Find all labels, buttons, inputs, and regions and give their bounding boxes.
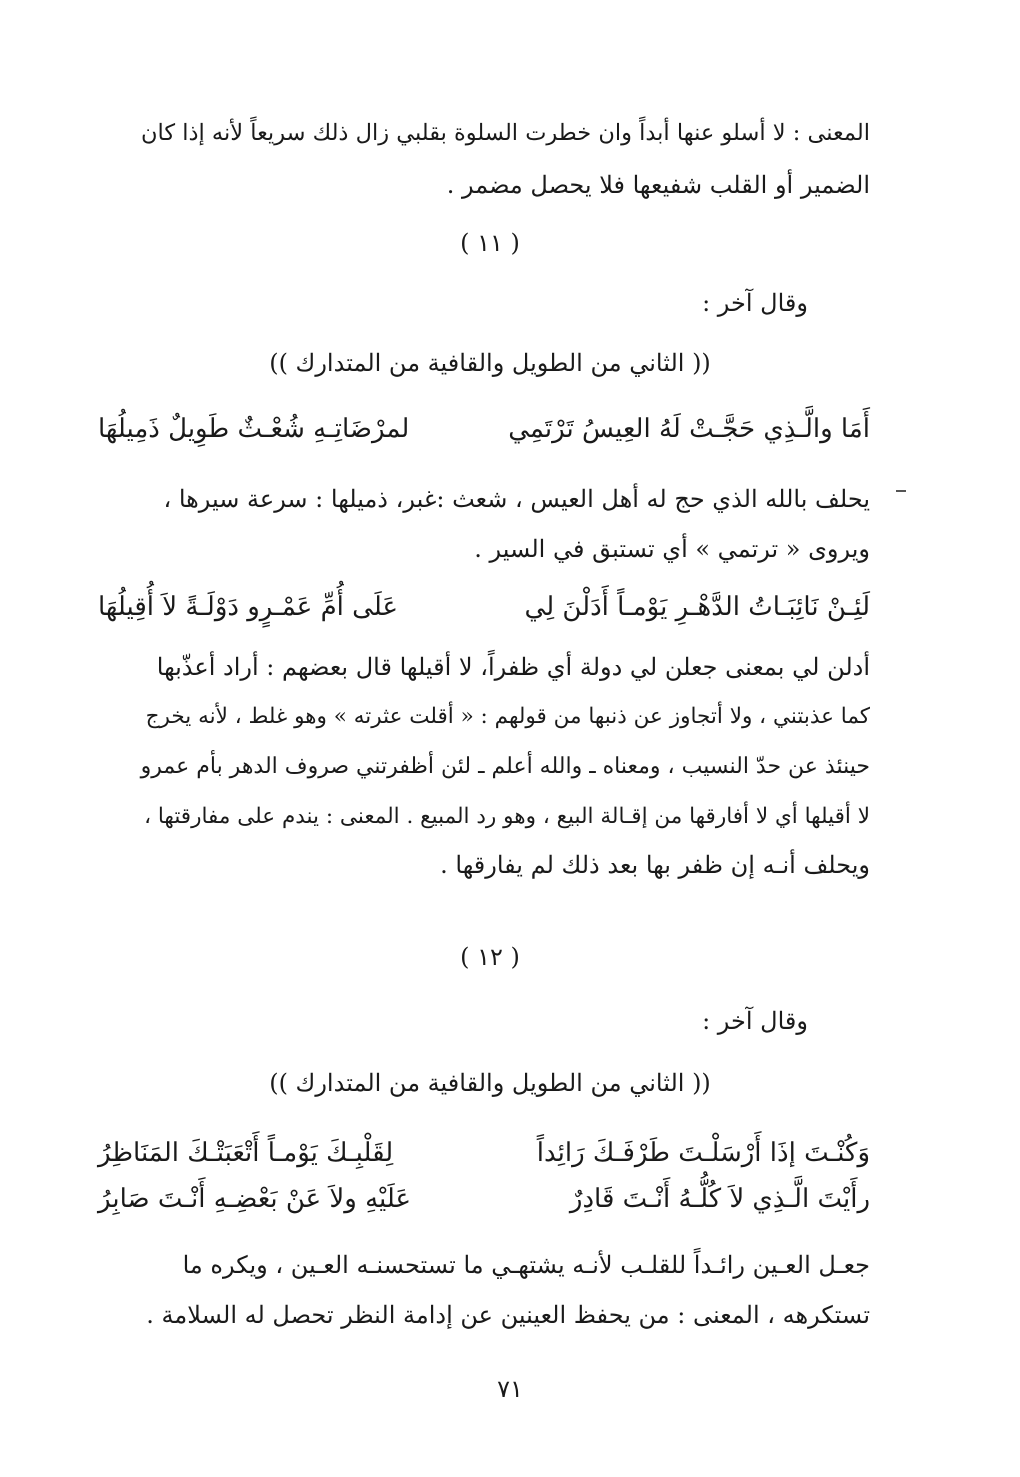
poet-intro: وقال آخر : [702, 1007, 808, 1035]
verse-second-hemistich: لمرْضَاتِـهِ شُعْـثٌ طَوِيلٌ ذَمِيلُهَا [98, 414, 410, 444]
verse-second-hemistich: عَلَيْهِ ولاَ عَنْ بَعْضِـهِ أَنْـتَ صَابِرُ [98, 1184, 411, 1214]
commentary-line: الضمير أو القلب شفيعها فلا يحصل مضمر . [446, 171, 870, 199]
page-number: ٧١ [497, 1375, 523, 1403]
commentary-line: يحلف بالله الذي حج له أهل العيس ، شعث :غبر، ذميلها : سرعة سيرها ، [163, 485, 870, 513]
meter-note: (( الثاني من الطويل والقافية من المتدارك )) [269, 349, 711, 377]
section-number: ( ١١ ) [460, 229, 520, 257]
verse-line [98, 1136, 870, 1170]
commentary-line: لا أقيلها أي لا أفارقها من إقـالة البيع ، وهو رد المبيع . المعنى : يندم على مفارقتها ، [144, 804, 870, 829]
verse-second-hemistich: لِقَلْبِـكَ يَوْمـاً أَتْعَبَتْـكَ المَنَاظِرُ [98, 1138, 394, 1168]
margin-mark [896, 490, 906, 492]
meter-note: (( الثاني من الطويل والقافية من المتدارك )) [269, 1069, 711, 1097]
commentary-line: ويروى « ترتمي » أي تستبق في السير . [474, 535, 870, 563]
section-number: ( ١٢ ) [460, 943, 520, 971]
verse-first-hemistich: لَئِـنْ نَائِبَـاتُ الدَّهْـرِ يَوْمـاً أَدَلْنَ لِي [524, 592, 870, 622]
poet-intro: وقال آخر : [702, 289, 808, 317]
verse-line [98, 590, 870, 624]
verse-line [98, 1182, 870, 1216]
commentary-line: أدلن لي بمعنى جعلن لي دولة أي ظفراً، لا أقيلها قال بعضهم : أراد أعذّبها [156, 653, 870, 681]
commentary-line: جعـل العـين رائـداً للقلـب لأنـه يشتهـي ما تستحسنـه العـين ، ويكره ما [182, 1251, 870, 1279]
commentary-line: كما عذبتني ، ولا أتجاوز عن ذنبها من قولهم : « أقلت عثرته » وهو غلط ، لأنه يخرج [145, 704, 870, 729]
commentary-line: حينئذ عن حدّ النسيب ، ومعناه ـ والله أعلم ـ لئن أظفرتني صروف الدهر بأم عمرو [140, 754, 870, 779]
verse-first-hemistich: أَمَا والَّـذِي حَجَّـتْ لَهُ العِيسُ تَرْتَمِي [508, 414, 870, 444]
commentary-line: تستكرهه ، المعنى : من يحفظ العينين عن إدامة النظر تحصل له السلامة . [146, 1301, 870, 1329]
commentary-line: المعنى : لا أسلو عنها أبداً وان خطرت السلوة بقلبي زال ذلك سريعاً لأنه إذا كان [141, 120, 870, 146]
verse-second-hemistich: عَلَى أُمِّ عَمْـرٍو دَوْلَـةً لاَ أُقِيلُهَا [98, 592, 398, 622]
verse-first-hemistich: رأَيْتَ الَّـذِي لاَ كُلُّـهُ أَنْـتَ قَادِرٌ [569, 1184, 870, 1214]
verse-first-hemistich: وَكُنْـتَ إذَا أَرْسَلْـتَ طَرْفَـكَ رَائِداً [536, 1138, 870, 1168]
commentary-line: ويحلف أنـه إن ظفر بها بعد ذلك لم يفارقها . [440, 851, 870, 879]
verse-line [98, 412, 870, 446]
